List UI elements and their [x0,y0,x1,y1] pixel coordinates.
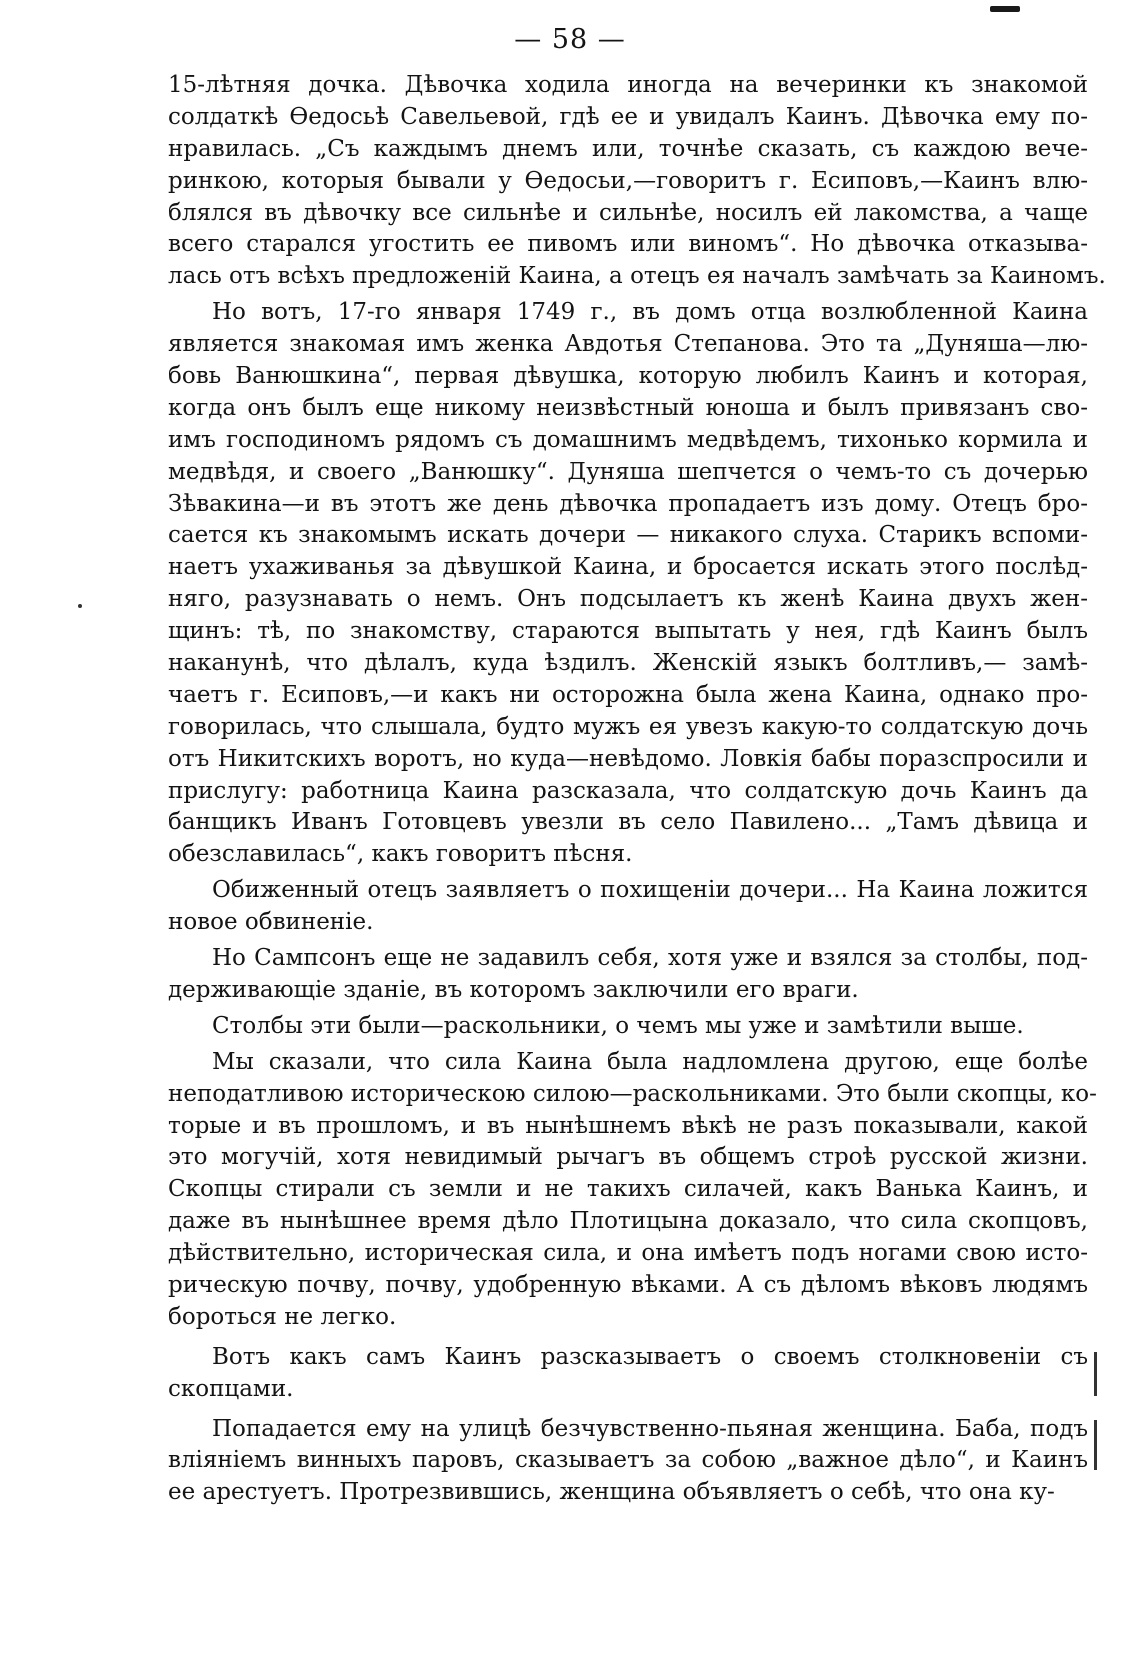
text-line: имъ господиномъ рядомъ съ домашнимъ медвѣдемъ, тихонько кормила и [168,426,1088,453]
text-line: блялся въ дѣвочку все сильнѣе и сильнѣе, носилъ ей лакомства, а чаще [168,199,1088,226]
text-line: солдаткѣ Ѳедосьѣ Савельевой, гдѣ ее и увидалъ Каинъ. Дѣвочка ему по- [168,103,1088,130]
margin-line [1094,1352,1097,1396]
text-line: скопцами. [168,1375,294,1402]
paragraph-gap [168,1406,1088,1414]
text-line: рическую почву, почву, удобренную вѣками. А съ дѣломъ вѣковъ людямъ [168,1271,1088,1298]
text-line: неподатливою историческою силою—раскольниками. Это были скопцы, ко- [168,1080,1097,1107]
page-number: — 58 — [514,24,626,55]
text-line: Зѣвакина—и въ этотъ же день дѣвочка пропадаетъ изъ дому. Отецъ бро- [168,490,1088,517]
text-line: говорилась, что слышала, будто мужъ ея увезъ какую-то солдатскую дочь [168,713,1088,740]
text-line: щинъ: тѣ, по знакомству, стараются выпытать у нея, гдѣ Каинъ былъ [168,618,1088,645]
text-line: когда онъ былъ еще никому неизвѣстный юноша и былъ привязанъ сво- [168,394,1088,421]
text-line: это могучій, хотя невидимый рычагъ въ общемъ строѣ русской жизни. [168,1144,1088,1171]
text-line: Обиженный отецъ заявляетъ о похищеніи дочери... На Каина ложится [212,877,1088,904]
text-line: Мы сказали, что сила Каина была надломлена другою, еще болѣе [212,1048,1088,1075]
text-line: няго, разузнавать о немъ. Онъ подсылаетъ къ женѣ Каина двухъ жен- [168,586,1088,613]
text-line: бовь Ванюшкина“, первая дѣвушка, которую любилъ Каинъ и которая, [168,363,1088,390]
margin-speck [78,604,82,608]
text-line: лась отъ всѣхъ предложеній Каина, а отецъ ея началъ замѣчать за Каиномъ. [168,263,1106,290]
paragraph-gap [168,1334,1088,1342]
text-line: новое обвиненіе. [168,909,374,936]
margin-line [1094,1420,1097,1470]
text-line: Скопцы стирали съ земли и не такихъ силачей, какъ Ванька Каинъ, и [168,1176,1088,1203]
text-line: Вотъ какъ самъ Каинъ разсказываетъ о своемъ столкновеніи съ [212,1343,1088,1370]
body-text [168,70,1106,1509]
text-line: ринкою, которыя бывали у Ѳедосьи,—говоритъ г. Есиповъ,—Каинъ влю- [168,167,1088,194]
text-line: дѣйствительно, историческая сила, и она имѣетъ подъ ногами свою исто- [168,1240,1088,1267]
text-line: наетъ ухаживанья за дѣвушкой Каина, и бросается искать этого послѣд- [168,554,1088,581]
text-line: всего старался угостить ее пивомъ или виномъ“. Но дѣвочка отказыва- [168,231,1088,258]
text-line: Столбы эти были—раскольники, о чемъ мы уже и замѣтили выше. [212,1012,1024,1039]
text-line: торые и въ прошломъ, и въ нынѣшнемъ вѣкѣ не разъ показывали, какой [168,1112,1088,1139]
text-line: обезславилась“, какъ говоритъ пѣсня. [168,841,633,868]
text-line: отъ Никитскихъ воротъ, но куда—невѣдомо. Ловкія бабы поразспросили и [168,745,1088,772]
text-line: чаетъ г. Есиповъ,—и какъ ни осторожна была жена Каина, однако про- [168,681,1088,708]
text-line: прислугу: работница Каина разсказала, что солдатскую дочь Каинъ да [168,777,1088,804]
text-line: Но вотъ, 17-го января 1749 г., въ домъ отца возлюбленной Каина [212,299,1088,326]
text-line: вліяніемъ винныхъ паровъ, сказываетъ за собою „важное дѣло“, и Каинъ [168,1447,1088,1474]
text-line: медвѣдя, и своего „Ванюшку“. Дуняша шепчется о чемъ-то съ дочерью [168,458,1088,485]
text-line: сается къ знакомымъ искать дочери — никакого слуха. Старикъ вспоми- [168,522,1088,549]
text-line: даже въ нынѣшнее время дѣло Плотицына доказало, что сила скопцовъ, [168,1208,1088,1235]
text-line: банщикъ Иванъ Готовцевъ увезли въ село Павилено... „Тамъ дѣвица и [168,809,1088,836]
text-line: Попадается ему на улицѣ безчувственно-пьяная женщина. Баба, подъ [212,1415,1088,1442]
text-line: 15-лѣтняя дочка. Дѣвочка ходила иногда на вечеринки къ знакомой [168,72,1088,98]
text-line: Но Сампсонъ еще не задавилъ себя, хотя уже и взялся за столбы, под- [212,945,1088,972]
text-line: наканунѣ, что дѣлалъ, куда ѣздилъ. Женскій языкъ болтливъ,— замѣ- [168,650,1088,677]
text-line: ее арестуетъ. Протрезвившись, женщина объявляетъ о себѣ, что она ку- [168,1479,1055,1506]
text-line: бороться не легко. [168,1303,397,1330]
text-line: является знакомая имъ женка Авдотья Степанова. Это та „Дуняша—лю- [168,331,1088,358]
text-line: нравилась. „Съ каждымъ днемъ или, точнѣе сказать, съ каждою вече- [168,135,1088,162]
text-line: держивающіе зданіе, въ которомъ заключили его враги. [168,976,859,1003]
ink-mark [990,6,1020,12]
